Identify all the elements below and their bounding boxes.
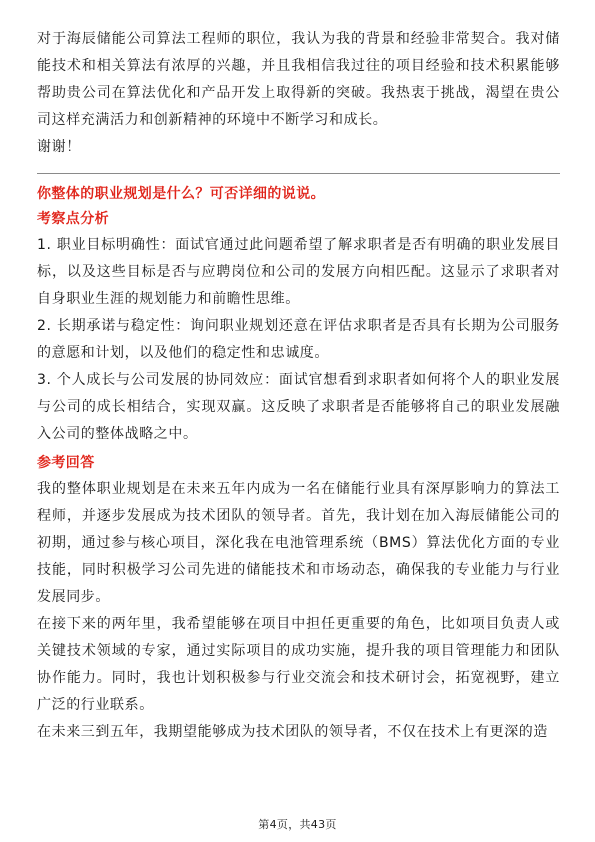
analysis-item: 1. 职业目标明确性：面试官通过此问题希望了解求职者是否有明确的职业发展目标，以及这些目标是否与应聘岗位和公司的发展方向相匹配。这显示了求职者对自身职业生涯的规划能力和前瞻性思维。 — [37, 237, 560, 307]
intro-paragraph: 对于海辰储能公司算法工程师的职位，我认为我的背景和经验非常契合。我对储能技术和相关算法有浓厚的兴趣，并且我相信我过往的项目经验和技术积累能够帮助贵公司在算法优化和产品开发上取得新的突破。我热衷于挑战，渴望在贵公司这样充满活力和创新精神的环境中不断学习和成长。 — [37, 31, 560, 128]
analysis-item: 2. 长期承诺与稳定性：询问职业规划还意在评估求职者是否具有长期为公司服务的意愿和计划，以及他们的稳定性和忠诚度。 — [37, 318, 560, 361]
analysis-heading: 考察点分析 — [37, 211, 109, 227]
answer-paragraph: 我的整体职业规划是在未来五年内成为一名在储能行业具有深厚影响力的算法工程师，并逐步发展成为技术团队的领导者。首先，我计划在加入海辰储能公司的初期，通过参与核心项目，深化我在电池管理系统（BMS）算法优化方面的专业技能，同时积极学习公司先进的储能技术和市场动态，确保我的专业能力与行业发展同步。 — [37, 481, 560, 605]
page-content — [37, 26, 560, 746]
thanks-text: 谢谢！ — [37, 139, 81, 155]
page-number: 第4页，共43页 — [258, 818, 337, 831]
section-divider — [37, 173, 560, 174]
answer-paragraph: 在未来三到五年，我期望能够成为技术团队的领导者，不仅在技术上有更深的造 — [37, 724, 548, 740]
question-title: 你整体的职业规划是什么？可否详细的说说。 — [37, 186, 325, 202]
answer-heading: 参考回答 — [37, 455, 95, 471]
answer-paragraph: 在接下来的两年里，我希望能够在项目中担任更重要的角色，比如项目负责人或关键技术领域的专家，通过实际项目的成功实施，提升我的项目管理能力和团队协作能力。同时，我也计划积极参与行业交流会和技术研讨会，拓宽视野，建立广泛的行业联系。 — [37, 616, 560, 713]
analysis-item: 3. 个人成长与公司发展的协同效应：面试官想看到求职者如何将个人的职业发展与公司的成长相结合，实现双赢。这反映了求职者是否能够将自己的职业发展融入公司的整体战略之中。 — [37, 372, 560, 442]
